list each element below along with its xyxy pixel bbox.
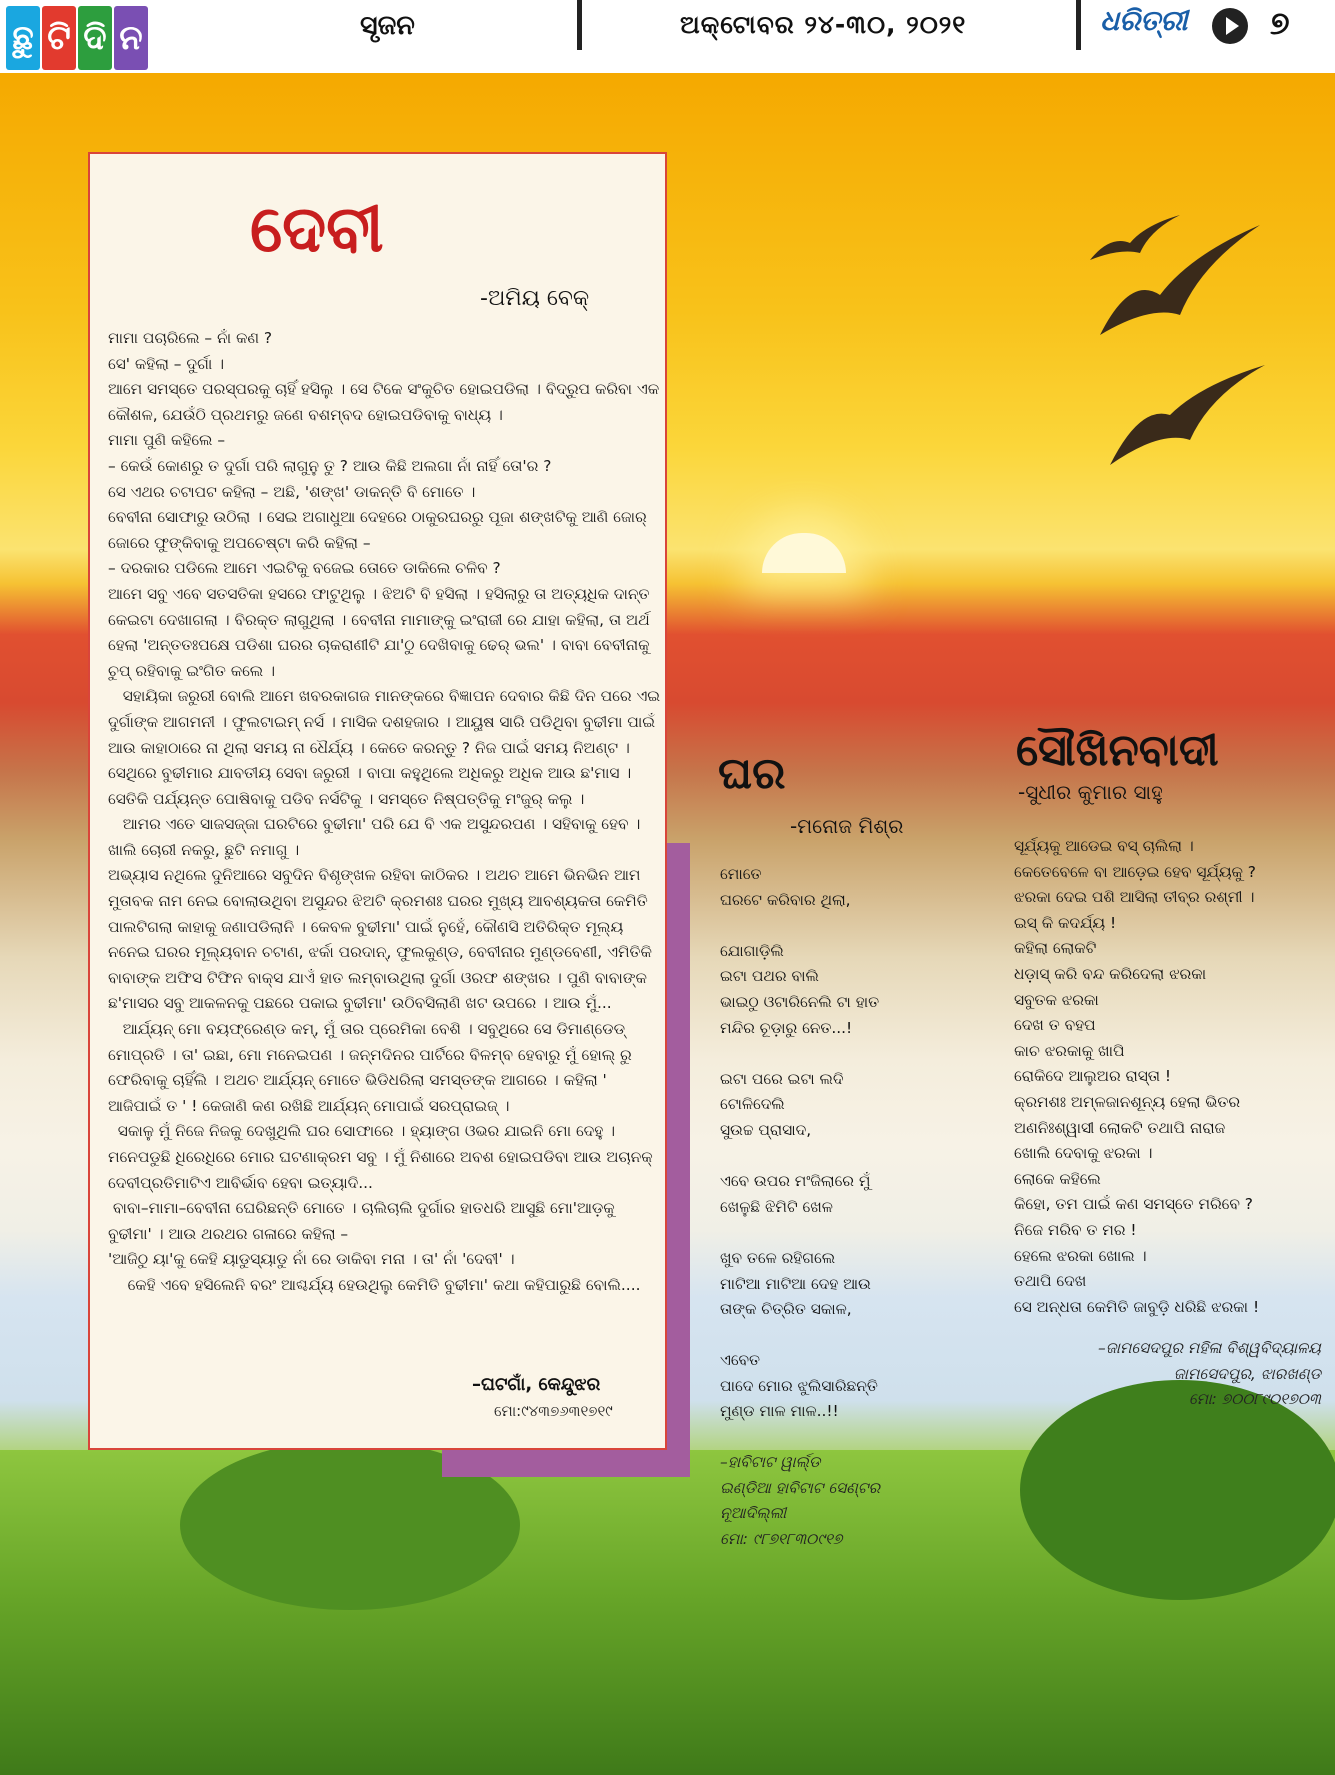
poem-lines: ସୂର୍ଯ୍ୟକୁ ଆଡେଇ ବସ୍ ଚାଲିଲା । କେତେବେଳେ ବା ଆଡ଼େଇ ହେବ ସୂର୍ଯ୍ୟକୁ ? ଝରକା ଦେଇ ପଶି ଆସିଲା ତୀବ୍ର ରଶ୍ମୀ । ଇସ୍ କି କଦର୍ଯ୍ୟ ! କହିଲା ଲୋକଟି ଧଡ଼ାସ୍ କରି ବନ୍ଦ କରିଦେଲା ଝରକା ସବୁତକ ଝରକା ଦେଖ ତ ବହପ କାଚ ଝରକାକୁ ଖାପି ରୋକିଦେ ଆଲୁଅର ରାସ୍ତା ! କ୍ରମଶଃ ଅମ୍ଳଜାନଶୂନ୍ୟ ହେଲା ଭିତର ଅଣନିଃଶ୍ୱାସୀ ଲୋକଟି ତଥାପି ନାରାଜ ଖୋଲି ଦେବାକୁ ଝରକା । ଲୋକେ କହିଲେ କିହୋ, ତମ ପାଇଁ କଣ ସମସ୍ତେ ମରିବେ ? ନିଜେ ମରିବ ତ ମର ! ହେଲେ ଝରକା ଖୋଲ । ତଥାପି ଦେଖ ସେ ଅନ୍ଧତା କେମିତି ଜାବୁଡ଼ି ଧରିଛି ଝରକା !	[1014, 837, 1260, 1316]
poem-stanza: ମୋତେ ଘରଟେ କରିବାର ଥିଲା,	[720, 865, 851, 909]
page-number: ୭	[1270, 4, 1290, 42]
logo-letter: ନ	[114, 6, 148, 70]
poem-body	[720, 862, 920, 1425]
story-title: ଦେବୀ	[250, 192, 384, 267]
section-name: ସୃଜନ	[360, 10, 415, 41]
poem-title: ଘର	[718, 748, 786, 799]
story-paragraph: ମାମା ପଚାରିଲେ – ନାଁ କଣ ? ସେ' କହିଲା – ଦୁର୍ଗା । ଆମେ ସମସ୍ତେ ପରସ୍ପରକୁ ଚାହିଁ ହସିଲୁ । ସେ ଟିକେ ସଂକୁଚିତ ହୋଇପଡିଲା । ବିଦ୍ରୁପ କରିବା ଏକ କୌଶଳ, ଯେଉଁଠି ପ୍ରଥମରୁ ଜଣେ ବଶମ୍ବଦ ହୋଇପଡିବାକୁ ବାଧ୍ୟ । ମାମା ପୁଣି କହିଲେ – – କେଉଁ କୋଣରୁ ତ ଦୁର୍ଗା ପରି ଲାଗୁନୁ ତୁ ? ଆଉ କିଛି ଅଲଗା ନାଁ ନାହିଁ ତୋ'ର ? ସେ ଏଥର ଚଟାପଟ କହିଲା – ଅଛି, 'ଶଙ୍ଖ' ଡାକନ୍ତି ବି ମୋତେ । ବେବୀନା ସୋଫାରୁ ଉଠିଲା । ସେଇ ଅଗାଧୁଆ ଦେହରେ ଠାକୁରଘରରୁ ପୂଜା ଶଙ୍ଖଟିକୁ ଆଣି ଜୋର୍ ଜୋରେ ଫୁଙ୍କିବାକୁ ଅପଚେଷ୍ଟା କରି କହିଲା – – ଦରକାର ପଡିଲେ ଆମେ ଏଇଟିକୁ ବଜେଇ ତୋତେ ଡାକିଲେ ଚଳିବ ? ଆମେ ସବୁ ଏବେ ସତସତିକା ହସରେ ଫାଟୁଥିଲୁ । ଝିଅଟି ବି ହସିଲା । ହସିଲାରୁ ତା ଅତ୍ୟଧିକ ଦାନ୍ତ କେଇଟା ଦେଖାଗଲା । ବିରକ୍ତ ଲାଗୁଥିଲା । ବେବୀନା ମାମାଙ୍କୁ ଇଂରାଜୀ ରେ ଯାହା କହିଲା, ତା ଅର୍ଥ ହେଲା 'ଅନ୍ତତଃପକ୍ଷେ ପଡିଶା ଘରର ଚାକରାଣୀଟି ଯା'ଠୁ ଦେଖିବାକୁ ଢେର୍ ଭଲ' । ବାବା ବେବୀନାକୁ ଚୁପ୍ ରହିବାକୁ ଇଂଗିତ କଲେ ।	[108, 329, 660, 680]
issue-date: ଅକ୍ଟୋବର ୨୪-୩୦, ୨୦୨୧	[680, 10, 967, 39]
play-icon	[1212, 8, 1248, 44]
story-place: –ଘଟଗାଁ, କେନ୍ଦୁଝର	[472, 1374, 601, 1395]
poem-stanza: ଏବେ ଉପର ମଂଜିଲାରେ ମୁଁ ଖେଳୁଛି ଝିମିଟି ଖେଳ	[720, 1172, 871, 1216]
birds-icon	[1090, 215, 1270, 475]
poem-author: -ମନୋଜ ମିଶ୍ର	[790, 814, 904, 838]
logo-letter: ଟି	[42, 6, 76, 70]
poem-signature: –ଜାମସେଦପୁର ମହିଳା ବିଶ୍ୱବିଦ୍ୟାଳୟ ଜାମସେଦପୁର, ଝାରଖଣ୍ଡ ମୋ: ୭୦୦୮୯୦୧୭୦୩	[1098, 1339, 1321, 1409]
divider	[577, 0, 582, 50]
poem-stanza: ଯୋଗାଡ଼ିଲି ଇଟା ପଥର ବାଲି ଭାଇଠୁ ଓଟାରିନେଲି ଟା ହାତ ମନ୍ଦିର ଚୂଡ଼ାରୁ ନେତ...!	[720, 941, 880, 1037]
logo-letter: ଛୁ	[6, 6, 40, 70]
poem-stanza: ଏବେତ ପାଦେ ମୋର ଝୁଲିସାରିଛନ୍ତି ମୁଣ୍ଡ ମାଳ ମାଳ..!!	[720, 1351, 878, 1421]
newspaper-section-logo	[6, 6, 150, 70]
logo-letter: ଦି	[78, 6, 112, 70]
story-panel	[88, 152, 667, 1450]
tree-image	[1020, 1380, 1335, 1600]
story-paragraph: ସକାଳୁ ମୁଁ ନିଜେ ନିଜକୁ ଦେଖୁଥିଲି ଘର ସୋଫାରେ । ହ୍ୟାଙ୍ଗ ଓଭର ଯାଇନି ମୋ ଦେହୁ । ମନେପଡୁଛି ଧିରେଧିରେ ମୋର ଘଟଣାକ୍ରମ ସବୁ । ମୁଁ ନିଶାରେ ଅବଶ ହୋଇପଡିବା ଆଉ ଅଚାନକ୍ ଦେବୀପ୍ରତିମାଟିଏ ଆବିର୍ଭାବ ହେବା ଇତ୍ୟାଦି... ବାବା–ମାମା–ବେବୀନା ଘେରିଛନ୍ତି ମୋତେ । ଚାଲିଚାଲି ଦୁର୍ଗାର ହାତଧରି ଆସୁଛି ମୋ'ଆଡ଼କୁ ବୁଢୀମା' । ଆଉ ଥରଥର ଗଳାରେ କହିଲା – 'ଆଜିଠୁ ୟା'କୁ କେହି ୟାଡୁସ୍ୟାଡୁ ନାଁ ରେ ଡାକିବା ମନା । ତା' ନାଁ 'ଦେବୀ' । କେହି ଏବେ ହସିଲେନି ବରଂ ଆଶ୍ଚର୍ଯ୍ୟ ହେଉଥିଲୁ କେମିତି ବୁଢୀମା' କଥା କହିପାରୁଛି ବୋଲି....	[108, 1122, 653, 1294]
story-paragraph: ଆମର ଏତେ ସାଜସଜ୍ଜା ଘରଟିରେ ବୁଢୀମା' ପରି ଯେ ବି ଏକ ଅସୁନ୍ଦରପଣ । ସହିବାକୁ ହେବ । ଖାଲି ଚୋରୀ ନକରୁ, ଛୁଟି ନମାଗୁ । ଅଭ୍ୟାସ ନଥିଲେ ଦୁନିଆରେ ସବୁଦିନ ବିଶୃଙ୍ଖଳ ରହିବା କାଠିକର । ଅଥଚ ଆମେ ଭିନଭିନ ଆମ ମୁତାବକ ନାମ ନେଇ ବୋଲାଉଥିବା ଅସୁନ୍ଦର ଝିଅଟି କ୍ରମଶଃ ଘରର ମୁଖ୍ୟ ଆବଶ୍ୟକତା କେମିତି ପାଲଟିଗଲା କାହାକୁ ଜଣାପଡିଲାନି । କେବଳ ବୁଢୀମା' ପାଇଁ ନୁହେଁ, କୌଣସି ଅତିରିକ୍ତ ମୂଲ୍ୟ ନନେଇ ଘରର ମୂଲ୍ୟବାନ ଚଟାଣ, ଝର୍କା ପରଦାନ୍, ଫୁଲକୁଣ୍ଡ, ବେବୀନାର ମୁଣ୍ଡବେଣୀ, ଏମିତିକି ବାବାଙ୍କ ଅଫିସ ଟିଫିନ ବାକ୍ସ ଯାଏଁ ହାତ ଲମ୍ବାଉଥିଲା ଦୁର୍ଗା ଓରଫ ଶଙ୍ଖର । ପୁଣି ବାବାଙ୍କ ଛ'ମାସର ସବୁ ଆକଳନକୁ ପଛରେ ପକାଇ ବୁଢୀମା' ଉଠିବସିଲାଣି ଖଟ ଉପରେ । ଆଉ ମୁଁ...	[108, 815, 652, 1013]
page-header	[0, 0, 1335, 73]
brand-logo: ଧରିତ୍ରୀ	[1100, 4, 1188, 37]
poem-stanza: ଖୁବ ତଳେ ରହିଗଲେ ମାଟିଆ ମାଟିଆ ଦେହ ଆଉ ତାଙ୍କ ଚିତ୍ରିତ ସକାଳ,	[720, 1248, 871, 1319]
story-author: -ଅମିୟ ବେକ୍	[480, 286, 590, 311]
poem-body	[1014, 834, 1314, 1320]
poem-title: ସୌଖିନବାଦୀ	[1016, 725, 1219, 776]
story-paragraph: ସହାୟିକା ଜରୁରୀ ବୋଲି ଆମେ ଖବରକାଗଜ ମାନଙ୍କରେ ବିଜ୍ଞାପନ ଦେବାର କିଛି ଦିନ ପରେ ଏଇ ଦୁର୍ଗାଙ୍କ ଆଗମନୀ । ଫୁଲଟାଇମ୍ ନର୍ସ । ମାସିକ ଦଶହଜାର । ଆୟୁଷ ସାରି ପଡିଥିବା ବୁଢୀମା ପାଇଁ ଆଉ କାହାଠାରେ ନା ଥିଲା ସମୟ ନା ଧୈର୍ଯ୍ୟ । କେତେ କରନ୍ତୁ ? ନିଜ ପାଇଁ ସମୟ ନିଅଣ୍ଟ । ସେଥିରେ ବୁଢୀମାର ଯାବତୀୟ ସେବା ଜରୁରୀ । ବାପା କହୁଥିଲେ ଅଧିକରୁ ଅଧିକ ଆଉ ଛ'ମାସ । ସେତିକି ପର୍ଯ୍ୟନ୍ତ ପୋଷିବାକୁ ପଡିବ ନର୍ସଟିକୁ । ସମସ୍ତେ ନିଷ୍ପତ୍ତିକୁ ମଂଜୁର୍ କଲୁ ।	[108, 687, 665, 808]
poem-stanza: ଇଟା ପରେ ଇଟା ଲଦି ଟୋଳିଦେଲି ସୁଉଚ୍ଚ ପ୍ରାସାଦ,	[720, 1069, 844, 1139]
story-phone: ମୋ:୯୪୩୭୬୩୧୭୧୯	[494, 1402, 613, 1420]
story-body	[108, 326, 663, 1299]
poem-signature: –ହାବିଟାଟ ୱାର୍ଲ୍ଡ ଇଣ୍ଡିଆ ହାବିଟାଟ ସେଣ୍ଟର ନୂଆଦିଲ୍ଲୀ ମୋ: ୯୮୭୧୮୩୦୯୧୭	[720, 1453, 881, 1548]
story-paragraph: ଆର୍ଯ୍ୟନ୍ ମୋ ବୟଫ୍ରେଣ୍ଡ କମ୍, ମୁଁ ତାର ପ୍ରେମିକା ବେଶି । ସବୁଥିରେ ସେ ଡିମାଣ୍ଡେଡ୍ ମୋପ୍ରତି । ତା' ଇଛା, ମୋ ମନେଇପଣ । ଜନ୍ମଦିନର ପାର୍ଟିରେ ବିଳମ୍ବ ହେବାରୁ ମୁଁ ହୋଲ୍ ରୁ ଫେରିବାକୁ ଚାହିଁଲି । ଅଥଚ ଆର୍ଯ୍ୟନ୍ ମୋତେ ଭିଡିଧରିଲା ସମସ୍ତଙ୍କ ଆଗରେ । କହିଲା ' ଆଜିପାଇଁ ତ ' ! କେଜାଣି କଣ ରଖିଛି ଆର୍ଯ୍ୟନ୍ ମୋପାଇଁ ସରପ୍ରାଇଜ୍ ।	[108, 1020, 637, 1115]
divider	[1076, 0, 1081, 50]
poem-author: -ସୁଧୀର କୁମାର ସାହୁ	[1018, 780, 1163, 804]
